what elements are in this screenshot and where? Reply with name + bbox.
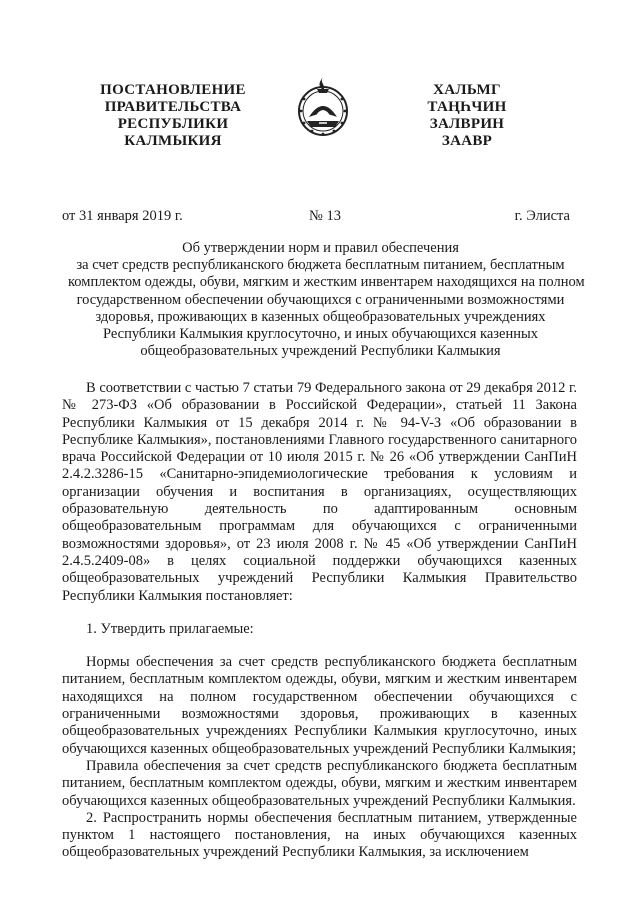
- header-right-line: ЗААВР: [441, 133, 493, 149]
- header-left-line: ПРАВИТЕЛЬСТВА: [104, 99, 242, 115]
- title-line: Об утверждении норм и правил обеспечения: [182, 240, 459, 256]
- document-city: г. Элиста: [514, 208, 570, 224]
- title-line: государственном обеспечении обучающихся с ограниченными возможностями: [76, 291, 565, 308]
- header-left-line: РЕСПУБЛИКИ: [117, 116, 229, 132]
- header-right-line: ЗАЛВРИН: [429, 116, 505, 132]
- title-line: за счет средств республиканского бюджета бесплатным питанием, бесплатным: [76, 257, 565, 274]
- header-right-line: ХАЛЬМГ: [433, 82, 501, 98]
- header-right-line: ТАҢҺЧИН: [427, 99, 507, 115]
- preamble-paragraph: В соответствии с частью 7 статьи 79 Федерального закона от 29 декабря 2012 г. № 273-ФЗ «Об образовании в Российской Федерации», статьей 11 Закона Республики Калмыкия от 15 декабря 2014 г. № 94-V-З «Об образовании в Республике Калмыкия», постановлениями Главного государственного санитарного врача Российской Федерации от 10 июля 2015 г. № 26 «Об утверждении СанПиН 2.4.2.3286-15 «Санитарно-эпидемиологические требования к условиям и организации обучения и воспитания в организациях, осуществляющих образовательную деятельность по адаптированным основным общеобразовательным программам для обучающихся с ограниченными возможностями здоровья», от 23 июля 2008 г. № 45 «Об утверждении СанПиН 2.4.5.2409-08» в целях социальной поддержки обучающихся казенных общеобразовательных учреждений Республики Калмыкия Правительство Республики Калмыкия постановляет:: [62, 380, 577, 604]
- header-left-russian: [88, 82, 258, 150]
- title-line: Республики Калмыкия круглосуточно, и иных обучающихся казенных: [103, 326, 538, 343]
- document-title: [68, 240, 585, 360]
- kalmykia-coat-of-arms-icon: [293, 73, 353, 139]
- norms-paragraph: Нормы обеспечения за счет средств республиканского бюджета бесплатным питанием, бесплатным комплектом одежды, обуви, мягким и жестким инвентарем находящихся на полном государственном обеспечении обучающихся с ограниченными возможностями здоровья, проживающих в казенных общеобразовательных учреждениях Республики Калмыкия круглосуточно, иных обучающихся казенных общеобразовательных учреждений Республики Калмыкия;: [62, 654, 577, 757]
- header-left-line: ПОСТАНОВЛЕНИЕ: [100, 82, 246, 98]
- header-left-line: КАЛМЫКИЯ: [124, 133, 222, 149]
- rules-paragraph: Правила обеспечения за счет средств республиканского бюджета бесплатным питанием, бесплатным комплектом одежды, обуви, мягким и жестким инвентарем обучающихся казенных общеобразовательных учреждений Республики Калмыкия.: [62, 757, 577, 809]
- item-1-paragraph: 1. Утвердить прилагаемые:: [86, 620, 254, 637]
- title-line: здоровья, проживающих в казенных общеобразовательных учреждениях: [95, 308, 546, 325]
- header-right-kalmyk: [402, 82, 532, 150]
- document-number: № 13: [309, 208, 341, 224]
- document-body: [62, 380, 577, 862]
- item-2-paragraph: 2. Распространить нормы обеспечения бесплатным питанием, утвержденные пунктом 1 настоящего постановления, на иных обучающихся казенных общеобразовательных учреждений Республики Калмыкия, за исключением: [62, 809, 577, 861]
- title-line: общеобразовательных учреждений Республики Калмыкия: [140, 343, 501, 360]
- dateline: [62, 208, 570, 226]
- document-date: от 31 января 2019 г.: [62, 208, 183, 224]
- title-line: комплектом одежды, обуви, мягким и жестким инвентарем находящихся на полном: [68, 274, 585, 291]
